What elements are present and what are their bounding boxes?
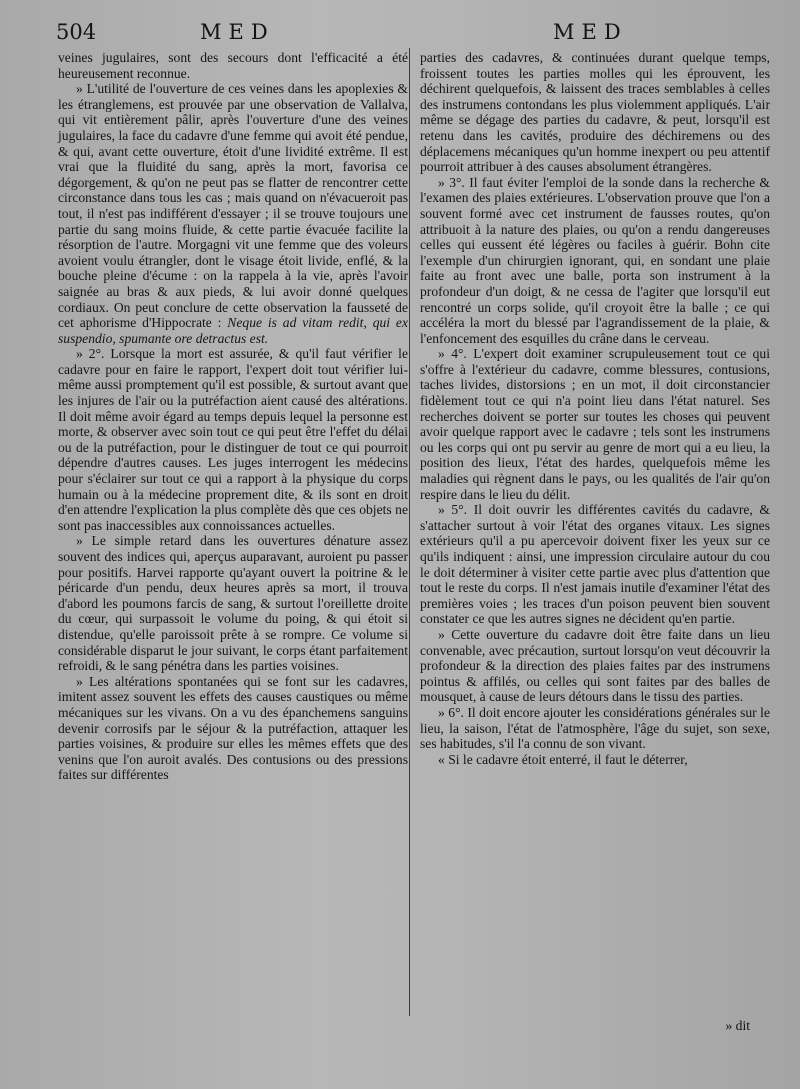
- paragraph: » Le simple retard dans les ouvertures dénature assez souvent des indices qui, aperçus auparavant, auroient pu passer pour positifs. Harvei rapporte qu'ayant ouvert la poitrine & le péricarde d'un pendu, deux heures après sa mort, il trouva d'abord les poumons farcis de sang, & surtout l'oreillette droite du cœur, qui surpassoit le volume du poing, & qui étoit si distendue, qu'elle paroissoit prête à se rompre. Ce volume si considérable disparut le jour suivant, le corps étant parfaitement refroidi, & le sang pénétra dans les parties voisines.: [58, 533, 408, 674]
- page-number: 504: [56, 20, 97, 44]
- running-title-right: MED: [553, 20, 628, 44]
- paragraph: veines jugulaires, sont des secours dont l'efficacité a été heureusement reconnue.: [58, 50, 408, 81]
- paragraph: « Si le cadavre étoit enterré, il faut le déterrer,: [438, 751, 688, 767]
- left-column: [58, 50, 408, 783]
- latin-quotation: Neque is ad vitam redit, qui ex suspendio, spumante ore detractus est.: [58, 315, 408, 346]
- running-header: [0, 18, 800, 48]
- paragraph: » 2°. Lorsque la mort est assurée, & qu'il faut vérifier le cadavre pour en faire le rapport, l'expert doit tout vérifier lui-même aussi promptement qu'il est possible, & surtout avant que les injures de l'air ou la putréfaction aient causé des altérations. Il doit même avoir égard au temps depuis lequel la personne est morte, & observer avec soin tout ce qui peut être l'effet du délai ou de la putréfaction, pour le distinguer de tout ce qui pourroit dépendre d'autres causes. Les juges interrogent les médecins pour s'éclairer sur tout ce qui a rapport à la physique du corps humain ou à la médecine proprement dite, & ils sont en droit d'en attendre l'explication la plus complète dès que ces objets ne sont pas inaccessibles aux connoissances actuelles.: [58, 346, 408, 533]
- paragraph: » 5°. Il doit ouvrir les différentes cavités du cadavre, & s'attacher surtout à voir l'état des organes vitaux. Les signes extérieurs qu'il a pu apercevoir doivent fixer les yeux sur ce qu'ils indiquent : ainsi, une impression circulaire autour du cou le doit déterminer à visiter cette partie avec plus d'attention que tout le reste du corps. Il n'est jamais inutile d'examiner l'état des premières voies ; les traces d'un poison peuvent bien souvent constater ce que les autres signes ne décident qu'en partie.: [420, 502, 770, 627]
- paragraph: » Les altérations spontanées qui se font sur les cadavres, imitent assez souvent les effets des causes caustiques ou même mécaniques sur les vivans. On a vu des épanchemens sanguins devenir corrosifs par le séjour & la putréfaction, attaquer les parties voisines, & produire sur elles les mêmes effets que des venins que l'on auroit avalés. Des contusions ou des pressions faites sur différentes: [58, 673, 408, 783]
- paragraph: » 4°. L'expert doit examiner scrupuleusement tout ce qui s'offre à l'extérieur du cadavre, comme blessures, contusions, taches livides, distorsions ; en un mot, il doit circonstancier fidèlement tout ce qui n'a point lieu dans l'état naturel. Ses recherches doivent se porter sur toutes les choses qui peuvent avoir quelque rapport avec le cadavre ; tels sont les instrumens ou les corps qui ont pu servir au genre de mort qui a eu lieu, la position des lieux, l'état des hardes, quelquefois même les maladies qui règnent dans le pays, ou les qualités de l'air qu'on respire dans le lieu du délit.: [420, 346, 770, 502]
- paragraph: » Cette ouverture du cadavre doit être faite dans un lieu convenable, avec précaution, surtout lorsqu'on veut découvrir la profondeur & la direction des plaies faites par des instrumens pointus & affilés, ou celles qui sont faites par des balles de mousquet, à cause de leurs détours dans le tissu des parties.: [420, 626, 770, 705]
- paragraph: [58, 81, 408, 346]
- paragraph-text: » L'utilité de l'ouverture de ces veines dans les apoplexies & les étranglemens, est prouvée par une observation de Vallalva, qui vit entièrement pâlir, après l'ouverture d'une des veines jugulaires, la face du cadavre d'une femme qui avoit été pendue, & qui, avant cette ouverture, étoit d'une lividité extrême. Il est vrai que la fluidité du sang, après la mort, favorisa ce dégorgement, & qu'on ne peut pas se flatter de rencontrer cette circonstance dans tous les cas ; mais quand on n'évacueroit pas tout, il n'est pas indifférent d'essayer ; il se trouve toujours une partie du sang moins fluide, & cette partie évacuée facilite la résorption de l'autre. Morgagni vit une femme que des voleurs avoient voulu étrangler, dont le visage étoit livide, enflé, & la bouche pleine d'écume : on la rappela à la vie, après l'avoir saignée au bras & aux pieds, & lui avoir donné quelques cordiaux. On peut conclure de cette observation la fausseté de cet aphorisme d'Hippocrate :: [58, 81, 408, 331]
- paragraph: » 6°. Il doit encore ajouter les considérations générales sur le lieu, la saison, l'état de l'atmosphère, l'âge du sujet, son sexe, ses habitudes, s'il l'a connu de son vivant.: [420, 704, 770, 752]
- paragraph: » 3°. Il faut éviter l'emploi de la sonde dans la recherche & l'examen des plaies extérieures. L'observation prouve que l'on a souvent formé avec cet instrument de fausses routes, qu'on attribuoit à la nature des plaies, ou qu'on a rendu dangereuses celles qui eussent été légères ou faciles à guérir. Bohn cite l'exemple d'un chirurgien ignorant, qui, en sondant une plaie faite au front avec une balle, porta son instrument à la profondeur d'un doigt, & ne cessa de l'agiter que lorsqu'il eut rencontré un corps solide, qu'il croyoit être la balle ; ce qui accéléra la mort du blessé par l'agrandissement de la plaie, & l'enfoncement des esquilles du crâne dans le cerveau.: [420, 174, 770, 346]
- right-column: [420, 50, 770, 767]
- paragraph: parties des cadavres, & continuées durant quelque temps, froissent toutes les parties molles qui les éprouvent, les déchirent quelquefois, & laissent des traces semblables à celles des instrumens contondans les plus violemment appliqués. L'air même se dégage des parties du cadavre, & peut, lorsqu'il est retenu dans les cavités, produire des déchiremens ou des déplacemens mécaniques qu'un homme inexpert ou peu attentif pourroit attribuer à des causes absolument étrangères.: [420, 50, 770, 175]
- running-title-left: MED: [200, 20, 275, 44]
- catchword: » dit: [725, 1018, 750, 1033]
- column-divider: [409, 48, 410, 1016]
